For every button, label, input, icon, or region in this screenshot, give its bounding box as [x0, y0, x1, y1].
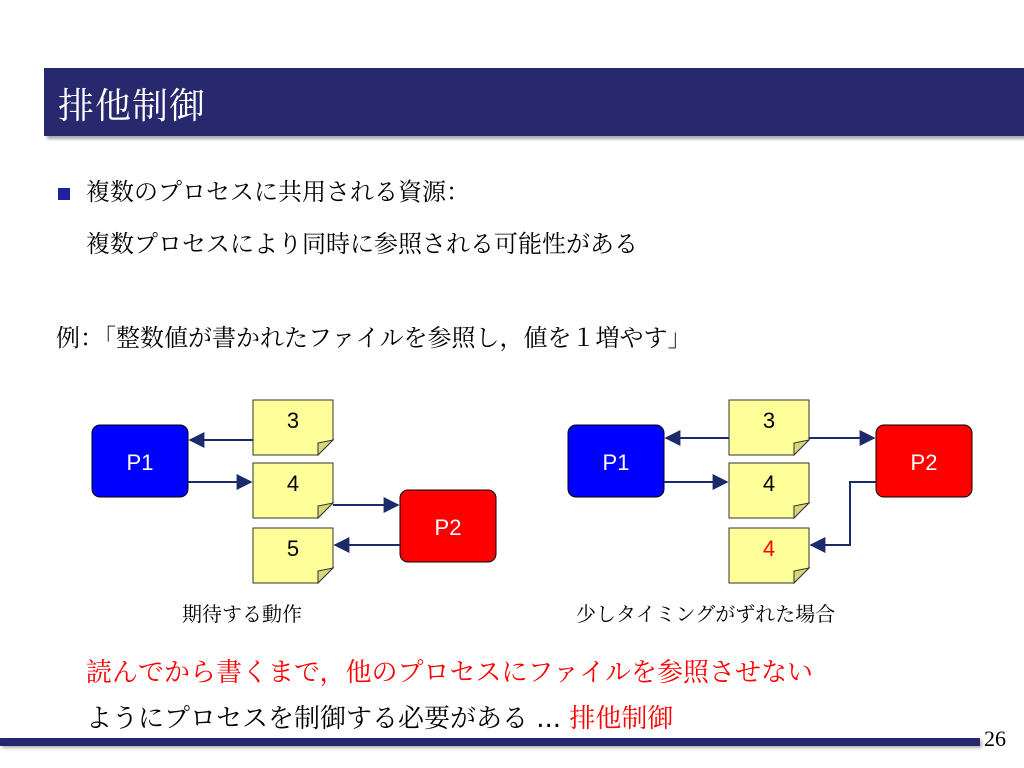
right-p1-label: P1	[602, 450, 630, 475]
left-file-1-value: 3	[286, 408, 300, 433]
bullet-text-line1: 複数のプロセスに共用される資源：	[86, 178, 470, 206]
conclusion-line1: 読んでから書くまで，他のプロセスにファイルを参照させない	[86, 658, 813, 688]
bullet-text-line2: 複数プロセスにより同時に参照される可能性がある	[86, 230, 638, 258]
right-file-2	[729, 463, 809, 518]
right-file-1-value: 3	[762, 408, 776, 433]
left-file-3	[253, 528, 333, 583]
right-arrow-p2-to-file3	[811, 482, 876, 545]
left-file-2	[253, 463, 333, 518]
left-p1-label: P1	[126, 450, 154, 475]
left-diagram-caption: 期待する動作	[182, 602, 302, 626]
left-p2-label: P2	[434, 515, 462, 540]
conclusion-line2-text: ようにプロセスを制御する必要がある ...	[86, 704, 570, 734]
right-file-1	[729, 400, 809, 455]
right-file-3-value: 4	[762, 536, 776, 561]
right-diagram	[568, 400, 972, 583]
example-text: 例：「整数値が書かれたファイルを参照し，値を１増やす」	[56, 324, 692, 352]
right-file-3	[729, 528, 809, 583]
left-file-3-value: 5	[286, 536, 300, 561]
left-file-1	[253, 400, 333, 455]
right-p2-label: P2	[910, 450, 938, 475]
conclusion-line2	[86, 698, 673, 735]
page-number: 26	[984, 726, 1006, 751]
slide-title: 排他制御	[58, 86, 207, 127]
right-file-2-value: 4	[762, 471, 776, 496]
left-diagram	[92, 400, 496, 583]
conclusion-term: 排他制御	[569, 704, 674, 734]
right-diagram-caption: 少しタイミングがずれた場合	[576, 602, 836, 626]
left-file-2-value: 4	[286, 471, 300, 496]
footer-bar	[0, 738, 980, 746]
